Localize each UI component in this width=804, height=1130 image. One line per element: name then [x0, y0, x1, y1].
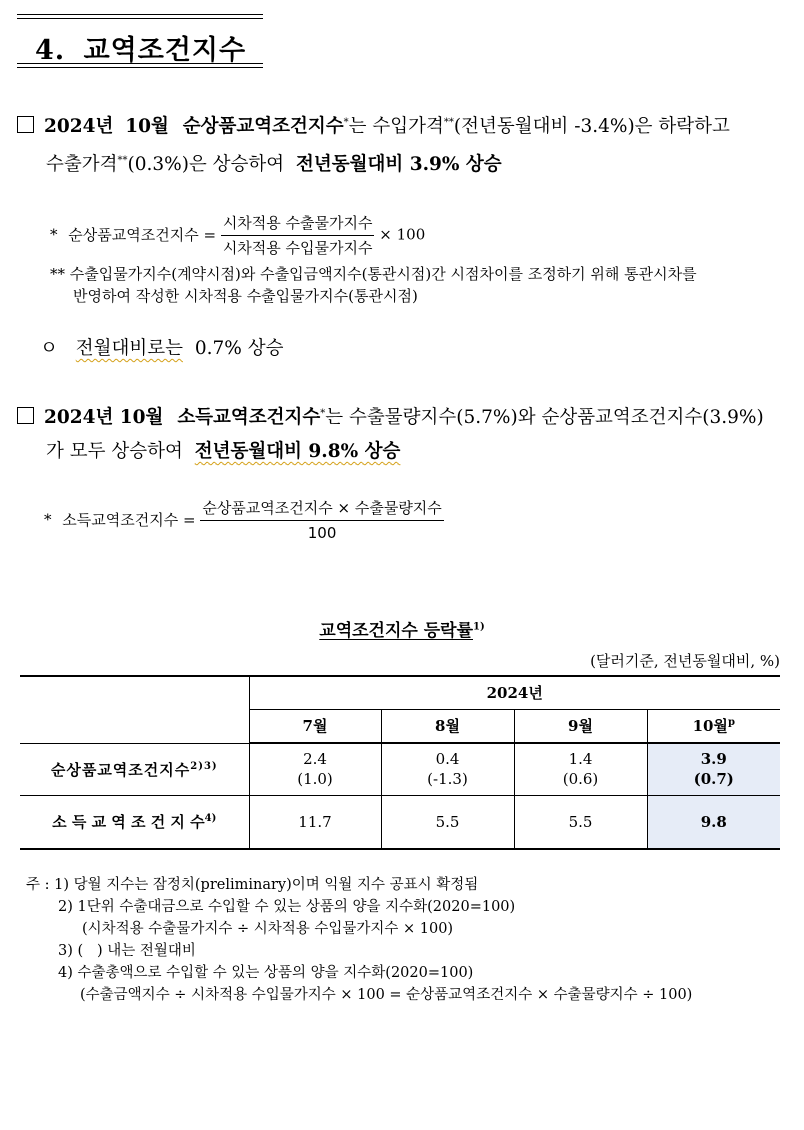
col-label: 7월 [302, 717, 328, 736]
para2-line2a: 가 모두 상승하여 [46, 441, 183, 463]
para2-lead: 2024년 10월 [44, 407, 164, 429]
table-caption-text: 교역조건지수 등락률 [319, 621, 473, 641]
formula1-lhs: 순상품교역조건지수 = [68, 225, 217, 244]
sub-bullet-marker: ㅇ [40, 338, 58, 359]
footnote-text: 당월 지수는 잠정치(preliminary)이며 익월 지수 공표시 확정됨 [73, 877, 479, 893]
para1-text2: (전년동월대비 -3.4%)은 하락하고 [453, 116, 730, 138]
row-label-mark: 4) [204, 813, 217, 825]
section-title-text: 교역조건지수 [83, 35, 247, 66]
paragraph-terms-of-trade [17, 106, 730, 182]
table-cell-highlight [647, 743, 780, 795]
formula1-fraction [221, 212, 375, 259]
row-label-text: 순상품교역조건지수 [50, 760, 191, 779]
table-header-year-row [20, 676, 780, 709]
formula2-denominator: 100 [307, 524, 337, 542]
table-cell [381, 743, 514, 795]
footnote-num: 4) [58, 965, 73, 981]
table-cell: 5.5 [514, 795, 647, 849]
section-number: 4. [35, 35, 66, 66]
cell-sub: (-1.3) [427, 770, 468, 789]
section-title [35, 28, 246, 67]
para2-subject-mark: * [320, 408, 326, 419]
formula1-numerator: 시차적용 수출물가지수 [221, 212, 375, 236]
formula-net-barter [50, 212, 425, 259]
footnote-text: ( ) 내는 전월대비 [77, 943, 196, 959]
formula1-times: × 100 [379, 225, 426, 244]
formula2-numerator: 순상품교역조건지수 × 수출물량지수 [200, 497, 443, 521]
footnote-num: 3) [58, 943, 73, 959]
table-cell: 11.7 [249, 795, 381, 849]
table-unit: (달러기준, 전년동월대비, %) [590, 652, 780, 670]
table-caption-note: 1) [473, 621, 485, 633]
table-year-header: 2024년 [249, 676, 780, 709]
para1-line2a: 수출가격 [46, 154, 118, 176]
row-label-mark: 2)3) [190, 760, 218, 772]
footnote-num: 2) [58, 899, 73, 915]
para1-line2b: (0.3%)은 상승하여 [127, 154, 285, 176]
formula-income-terms [44, 497, 444, 544]
footnote-num: 1) [54, 877, 70, 893]
section-title-box [17, 14, 263, 68]
sub-bullet-text-b: 0.7% 상승 [194, 338, 284, 359]
cell-value: 0.4 [435, 750, 460, 769]
footnotes [26, 874, 692, 1006]
table-cell: 5.5 [381, 795, 514, 849]
terms-of-trade-table [20, 675, 780, 850]
para1-conclusion: 전년동월대비 3.9% 상승 [296, 154, 502, 176]
note2-line2: 반영하여 작성한 시차적용 수출입물가지수(통관시점) [73, 287, 418, 305]
para1-export-mark: ** [117, 155, 128, 167]
para1-month: 10월 [125, 116, 169, 138]
formula2-marker: * [44, 510, 52, 529]
table-col-header [514, 709, 647, 743]
table-col-header [647, 709, 780, 743]
table-cell [514, 743, 647, 795]
para1-subject-mark: * [343, 117, 349, 128]
table-row-label [20, 743, 249, 795]
table-row [20, 743, 780, 795]
table-col-header [381, 709, 514, 743]
table-caption [0, 616, 804, 641]
col-mark-preliminary: p [727, 717, 735, 729]
col-label: 9월 [568, 717, 593, 736]
formula2-lhs: 소득교역조건지수 = [62, 510, 196, 529]
cell-sub: (0.7) [693, 770, 734, 789]
para1-text1: 는 수입가격 [348, 116, 444, 138]
formula1-marker: * [50, 225, 58, 244]
checkbox-bullet-icon [17, 407, 34, 424]
cell-sub: (0.6) [562, 770, 599, 789]
para1-import-mark: ** [443, 117, 454, 128]
footnote-text: 1단위 수출대금으로 수입할 수 있는 상품의 양을 지수화(2020=100) [77, 899, 516, 915]
para1-subject: 순상품교역조건지수 [182, 116, 344, 138]
table-row-label [20, 795, 249, 849]
cell-value: 2.4 [303, 750, 327, 769]
table-cell [249, 743, 381, 795]
cell-sub: (1.0) [297, 770, 333, 789]
table-corner-cell [20, 676, 249, 743]
col-label: 8월 [435, 717, 460, 736]
para2-subject: 소득교역조건지수 [177, 407, 321, 429]
formula1-denominator: 시차적용 수입물가지수 [222, 239, 373, 257]
cell-value: 3.9 [700, 750, 727, 769]
paragraph-income-terms [17, 397, 764, 469]
note-lagged-price-index [50, 263, 697, 307]
note2-marker: ** [50, 265, 65, 283]
cell-value: 1.4 [568, 750, 593, 769]
note2-line1: 수출입물가지수(계약시점)와 수출입금액지수(통관시점)간 시점차이를 조정하기 위해 통관시차를 [69, 265, 697, 283]
formula2-fraction [200, 497, 443, 544]
para2-text1: 는 수출물량지수(5.7%)와 순상품교역조건지수(3.9%) [325, 407, 764, 429]
sub-bullet-monthly [40, 332, 284, 366]
col-label: 10월 [692, 717, 728, 736]
para1-year: 2024년 [44, 116, 114, 138]
sub-bullet-text-a: 전월대비로는 [75, 338, 183, 359]
table-cell-highlight: 9.8 [647, 795, 780, 849]
table-col-header [249, 709, 381, 743]
footnote-prefix: 주 : [26, 877, 50, 893]
row-label-text: 소 득 교 역 조 건 지 수 [52, 813, 205, 832]
footnote-text: 수출총액으로 수입할 수 있는 상품의 양을 지수화(2020=100) [77, 965, 474, 981]
checkbox-bullet-icon [17, 116, 34, 133]
para2-conclusion: 전년동월대비 9.8% 상승 [194, 441, 401, 463]
footnote-text: (수출금액지수 ÷ 시차적용 수입물가지수 × 100 = 순상품교역조건지수 × 수출물량지수 ÷ 100) [80, 987, 693, 1003]
footnote-text: (시차적용 수출물가지수 ÷ 시차적용 수입물가지수 × 100) [82, 921, 454, 937]
table-row [20, 795, 780, 849]
